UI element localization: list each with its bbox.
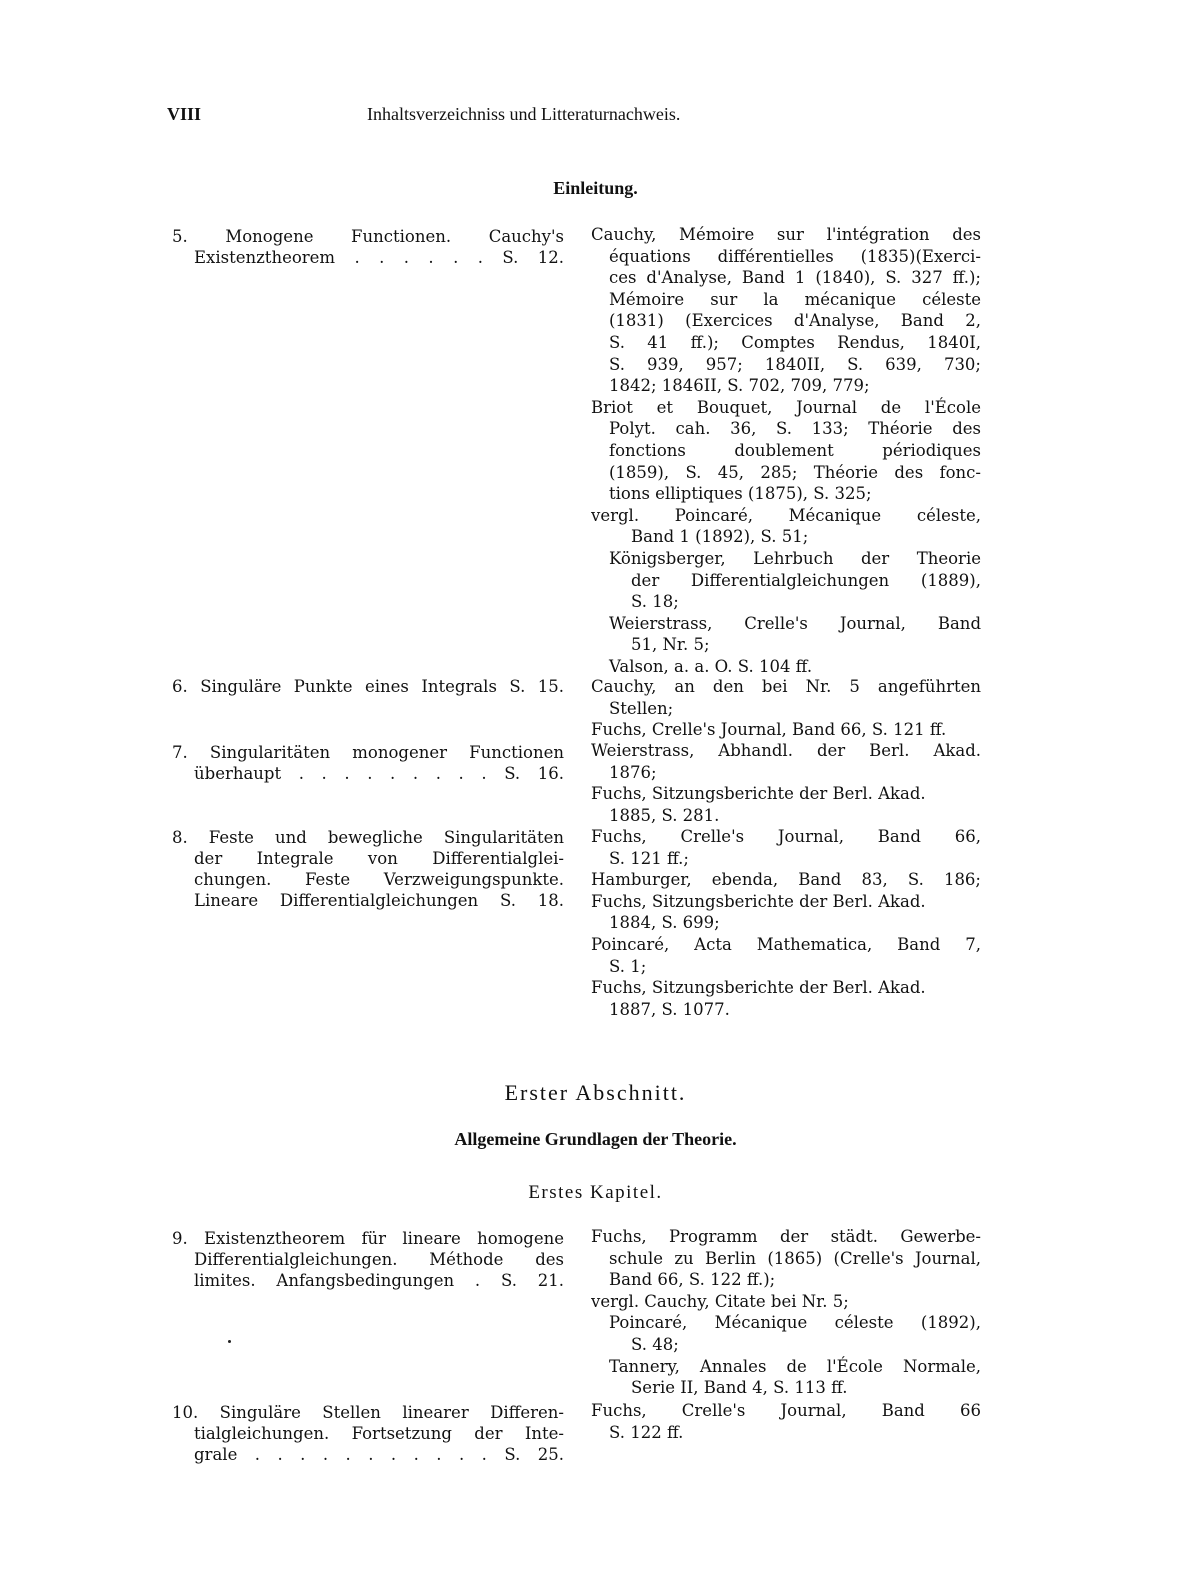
reference-line: S. 48; [631, 1334, 679, 1354]
reference-line: 1885, S. 281. [609, 805, 720, 825]
reference-line: Weierstrass, Crelle's Journal, Band [609, 613, 981, 633]
part-heading: Erster Abschnitt. [504, 1080, 687, 1105]
reference-line: vergl. Poincaré, Mécanique céleste, [591, 505, 981, 525]
reference-line: fonctions doublement périodiques [609, 440, 981, 460]
toc-entry-9 [172, 1228, 564, 1291]
chapter-heading: Erstes Kapitel. [528, 1182, 663, 1203]
references-entry-10 [591, 1400, 981, 1443]
print-speck [228, 1340, 231, 1343]
reference-line: (1831) (Exercices d'Analyse, Band 2, [609, 311, 981, 331]
toc-entry-line: 8. Feste und bewegliche Singularitäten [172, 828, 564, 847]
reference-line: Mémoire sur la mécanique céleste [609, 289, 981, 309]
reference-line: vergl. Cauchy, Citate bei Nr. 5; [591, 1291, 849, 1311]
reference-line: Serie II, Band 4, S. 113 ff. [631, 1378, 848, 1398]
toc-entry-line: 6. Singuläre Punkte eines Integrals S. 15. [172, 677, 564, 696]
reference-line: (1859), S. 45, 285; Théorie des fonc- [609, 462, 981, 482]
running-header [167, 104, 799, 130]
reference-line: Fuchs, Sitzungsberichte der Berl. Akad. [591, 978, 926, 998]
reference-line: Fuchs, Crelle's Journal, Band 66, S. 121 ff. [591, 720, 947, 740]
reference-line: der Differentialgleichungen (1889), [631, 570, 981, 590]
reference-line: Poincaré, Acta Mathematica, Band 7, [591, 934, 981, 954]
reference-line: S. 121 ff.; [609, 848, 689, 868]
toc-entry-line: tialgleichungen. Fortsetzung der Inte- [194, 1424, 564, 1443]
reference-line: 51, Nr. 5; [631, 635, 710, 655]
reference-line: Band 66, S. 122 ff.); [609, 1270, 776, 1290]
reference-line: Fuchs, Crelle's Journal, Band 66, [591, 827, 981, 846]
section-heading-einleitung: Einleitung. [553, 178, 638, 198]
toc-entry-7 [172, 742, 564, 784]
references-entry-9 [591, 1226, 981, 1399]
running-title: Inhaltsverzeichniss und Litteraturnachweis. [367, 104, 681, 124]
reference-line: ces d'Analyse, Band 1 (1840), S. 327 ff.); [609, 268, 981, 288]
toc-entry-6 [172, 676, 564, 697]
reference-line: schule zu Berlin (1865) (Crelle's Journal, [609, 1248, 981, 1268]
reference-line: Fuchs, Sitzungsberichte der Berl. Akad. [591, 784, 926, 804]
toc-entry-line: 10. Singuläre Stellen linearer Differen- [172, 1403, 564, 1422]
reference-line: Fuchs, Sitzungsberichte der Berl. Akad. [591, 891, 926, 911]
toc-entry-line: Existenztheorem . . . . . . S. 12. [194, 248, 564, 267]
reference-line: Valson, a. a. O. S. 104 ff. [609, 656, 813, 676]
toc-entry-line: limites. Anfangsbedingungen . S. 21. [194, 1271, 564, 1290]
reference-line: S. 1; [609, 956, 647, 976]
page-number: VIII [167, 104, 202, 124]
reference-line: Weierstrass, Abhandl. der Berl. Akad. [591, 741, 981, 760]
toc-entry-line: der Integrale von Differentialglei- [194, 849, 564, 868]
reference-line: Fuchs, Programm der städt. Gewerbe- [591, 1227, 981, 1246]
references-entry-6 [591, 676, 981, 741]
toc-entry-line: chungen. Feste Verzweigungspunkte. [194, 870, 564, 889]
toc-entry-line: 7. Singularitäten monogener Functionen [172, 743, 564, 762]
reference-line: Stellen; [609, 698, 674, 718]
reference-line: Cauchy, an den bei Nr. 5 angeführten [591, 677, 981, 696]
reference-line: Polyt. cah. 36, S. 133; Théorie des [609, 419, 981, 439]
toc-entry-line: grale . . . . . . . . . . . S. 25. [194, 1445, 564, 1464]
reference-line: S. 18; [631, 592, 679, 612]
toc-entry-line: 9. Existenztheorem für lineare homogene [172, 1229, 564, 1248]
toc-entry-5 [172, 226, 564, 268]
references-entry-7 [591, 740, 981, 826]
reference-line: Königsberger, Lehrbuch der Theorie [609, 548, 981, 568]
reference-line: Tannery, Annales de l'École Normale, [609, 1356, 981, 1376]
toc-entry-line: 5. Monogene Functionen. Cauchy's [172, 227, 564, 246]
reference-line: Band 1 (1892), S. 51; [631, 527, 809, 547]
reference-line: Cauchy, Mémoire sur l'intégration des [591, 225, 981, 244]
toc-entry-10 [172, 1402, 564, 1465]
toc-entry-line: Lineare Differentialgleichungen S. 18. [194, 891, 564, 910]
reference-line: équations différentielles (1835)(Exerci- [609, 246, 981, 266]
reference-line: S. 122 ff. [609, 1422, 684, 1442]
reference-line: 1876; [609, 762, 657, 782]
toc-entry-8 [172, 827, 564, 911]
toc-entry-line: überhaupt . . . . . . . . . S. 16. [194, 764, 564, 783]
reference-line: S. 939, 957; 1840II, S. 639, 730; [609, 354, 981, 374]
reference-line: tions elliptiques (1875), S. 325; [609, 484, 872, 504]
reference-line: Briot et Bouquet, Journal de l'École [591, 397, 981, 417]
reference-line: 1887, S. 1077. [609, 999, 730, 1019]
reference-line: Fuchs, Crelle's Journal, Band 66 [591, 1401, 981, 1420]
reference-line: Hamburger, ebenda, Band 83, S. 186; [591, 870, 981, 890]
toc-entry-line: Differentialgleichungen. Méthode des [194, 1250, 564, 1269]
reference-line: 1884, S. 699; [609, 913, 720, 933]
reference-line: Poincaré, Mécanique céleste (1892), [609, 1313, 981, 1333]
references-entry-5 [591, 224, 981, 677]
reference-line: S. 41 ff.); Comptes Rendus, 1840I, [609, 332, 981, 352]
reference-line: 1842; 1846II, S. 702, 709, 779; [609, 376, 870, 396]
references-entry-8 [591, 826, 981, 1020]
part-subtitle: Allgemeine Grundlagen der Theorie. [454, 1129, 737, 1149]
